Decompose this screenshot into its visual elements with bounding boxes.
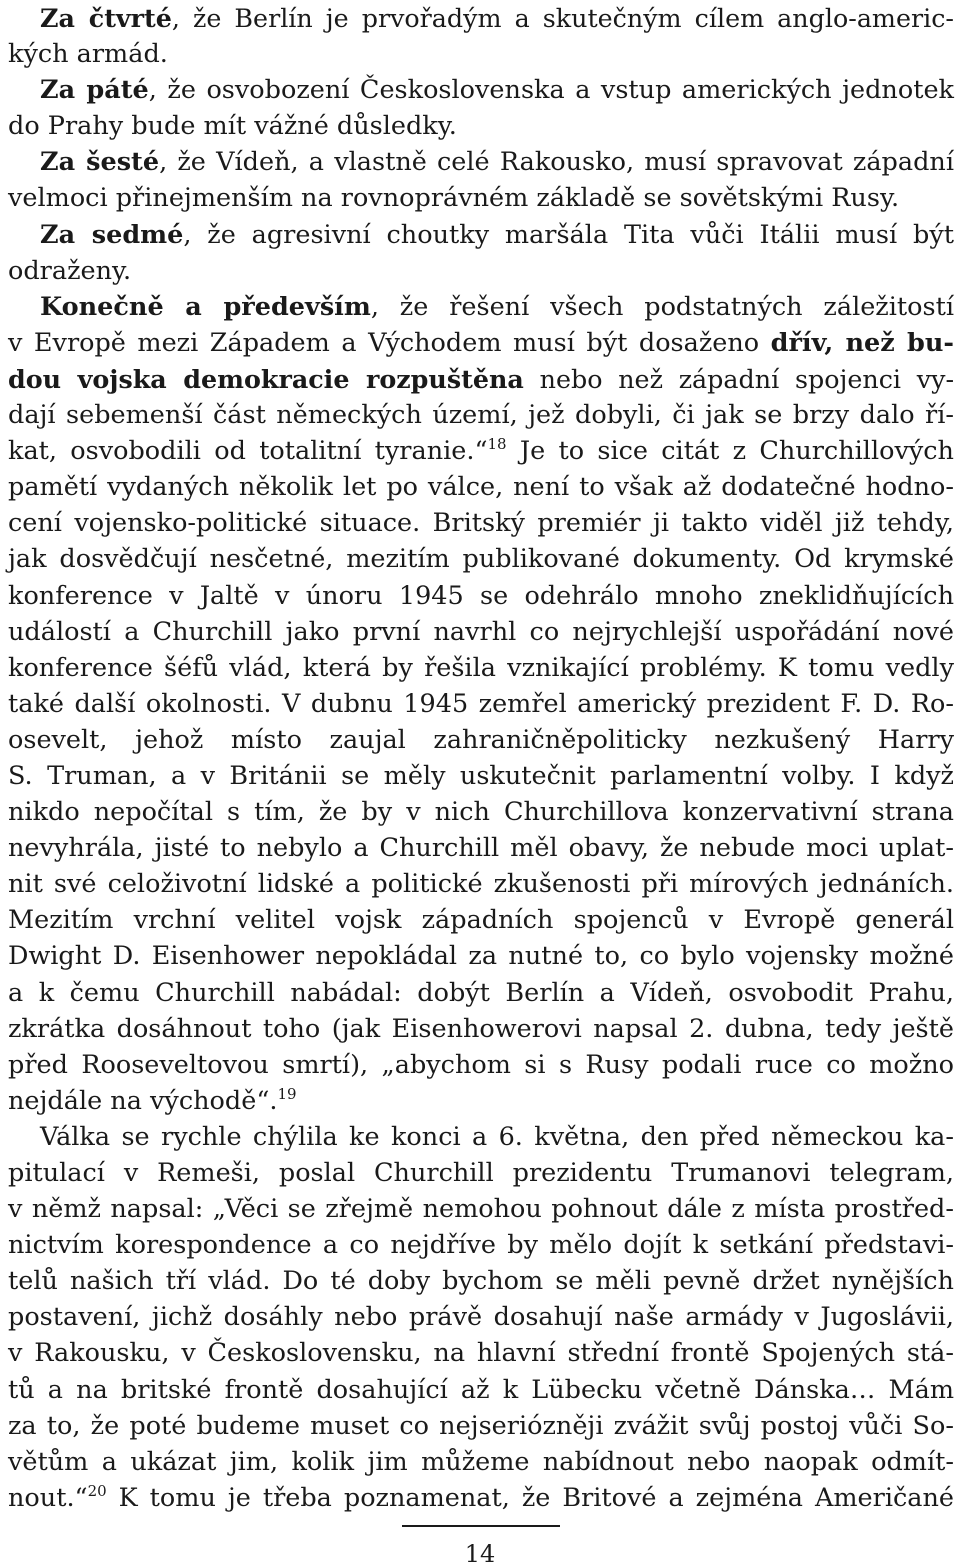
text-line: událostí a Churchill jako první navrhl co nejrychlejší uspořádání nové: [8, 616, 954, 647]
text-line: konference šéfů vlád, která by řešila vznikající problémy. K tomu vedly: [8, 652, 954, 683]
text-line: kat, osvobodili od totalitní tyranie.“$^{18}$ Je to sice citát z Churchillových: [8, 435, 954, 467]
text-line: nictvím korespondence a co nejdříve by mělo dojít k setkání představi-: [8, 1230, 954, 1261]
text-line: Válka se rychle chýlila ke konci a 6. května, den před německou ka-: [40, 1121, 954, 1152]
text-line: nejdále na východě“.$^{19}$: [8, 1084, 297, 1116]
text-line: dou vojska demokracie rozpuštěna nebo než západní spojenci vy-: [8, 363, 955, 394]
text-line: nit své celoživotní lidské a politické zkušenosti při mírových jednáních.: [8, 869, 954, 900]
text-line: velmoci přinejmenším na rovnoprávném základě se sovětskými Rusy.: [8, 183, 900, 214]
text-line: dají sebemenší část německých území, jež dobyli, či jak se brzy dalo ří-: [8, 400, 954, 431]
text-line: v Evropě mezi Západem a Východem musí být dosaženo dřív, než bu-: [8, 327, 954, 358]
text-line: a k čemu Churchill nabádal: dobýt Berlín a Vídeň, osvobodit Prahu,: [8, 977, 954, 1008]
text-line: Mezitím vrchní velitel vojsk západních spojenců v Evropě generál: [8, 905, 954, 936]
text-line: postavení, jichž dosáhly nebo právě dosahují naše armády v Jugoslávii,: [8, 1302, 954, 1333]
text-line: pitulací v Remeši, poslal Churchill prezidentu Trumanovi telegram,: [8, 1158, 954, 1188]
text-line: před Rooseveltovou smrtí), „abychom si s Rusy podali ruce co možno: [8, 1049, 954, 1080]
text-line: nevyhrála, jisté to nebylo a Churchill měl obavy, že nebude moci uplat-: [8, 833, 954, 864]
text-line: jak dosvědčují nesčetné, mezitím publikované dokumenty. Od krymské: [8, 544, 954, 575]
page-body: [8, 0, 954, 1516]
footnote-ref: 20: [87, 1481, 107, 1500]
text-line: odraženy.: [8, 255, 132, 286]
text-line: Za šesté, že Vídeň, a vlastně celé Rakousko, musí spravovat západní: [40, 147, 954, 178]
text-line: v Rakousku, v Československu, na hlavní střední frontě Spojených stá-: [8, 1338, 954, 1369]
text-line: tů a na britské frontě dosahující až k Lübecku včetně Dánska… Mám: [8, 1374, 954, 1405]
text-line: pamětí vydaných několik let po válce, není to však až dodatečné hodno-: [8, 472, 954, 503]
text-line: Za sedmé, že agresivní choutky maršála Tita vůči Itálii musí být: [40, 219, 954, 250]
text-line: kých armád.: [8, 39, 168, 70]
page-number: 14: [464, 1540, 496, 1568]
text-line: osevelt, jehož místo zaujal zahraničněpoliticky nezkušený Harry: [8, 724, 954, 755]
text-line: Za čtvrté, že Berlín je prvořadým a skutečným cílem anglo-americ-: [40, 3, 954, 33]
footnote-ref: 18: [487, 435, 507, 454]
text-line: Dwight D. Eisenhower nepokládal za nutné to, co bylo vojensky možné: [8, 941, 954, 972]
text-line: cení vojensko-politické situace. Britský premiér ji takto viděl již tehdy,: [8, 508, 954, 539]
text-line: za to, že poté budeme muset co nejseriózněji zvážit svůj postoj vůči So-: [8, 1410, 954, 1441]
text-line: nikdo nepočítal s tím, že by v nich Churchillova konzervativní strana: [8, 797, 954, 828]
footer-rule: [402, 1525, 560, 1527]
text-line: do Prahy bude mít vážné důsledky.: [8, 111, 457, 142]
text-line: Konečně a především, že řešení všech podstatných záležitostí: [40, 291, 954, 322]
text-line: konference v Jaltě v únoru 1945 se odehrálo mnoho zneklidňujících: [8, 580, 954, 611]
text-line: Za páté, že osvobození Československa a vstup amerických jednotek: [40, 75, 954, 106]
text-line: také další okolnosti. V dubnu 1945 zemřel americký prezident F. D. Ro-: [8, 688, 954, 719]
text-line: v němž napsal: „Věci se zřejmě nemohou pohnout dále z místa prostřed-: [8, 1194, 954, 1225]
text-line: telů našich tří vlád. Do té doby bychom se měli pevně držet nynějších: [8, 1266, 954, 1297]
text-line: S. Truman, a v Británii se měly uskutečnit parlamentní volby. I když: [8, 760, 954, 791]
text-line: nout.“$^{20}$ K tomu je třeba poznamenat, že Britové a zejména Američané: [8, 1481, 954, 1513]
footnote-ref: 19: [277, 1084, 297, 1103]
text-line: větům a ukázat jim, kolik jim můžeme nabídnout nebo naopak odmít-: [8, 1446, 954, 1477]
text-line: zkrátka dosáhnout toho (jak Eisenhowerovi napsal 2. dubna, tedy ještě: [8, 1013, 954, 1044]
